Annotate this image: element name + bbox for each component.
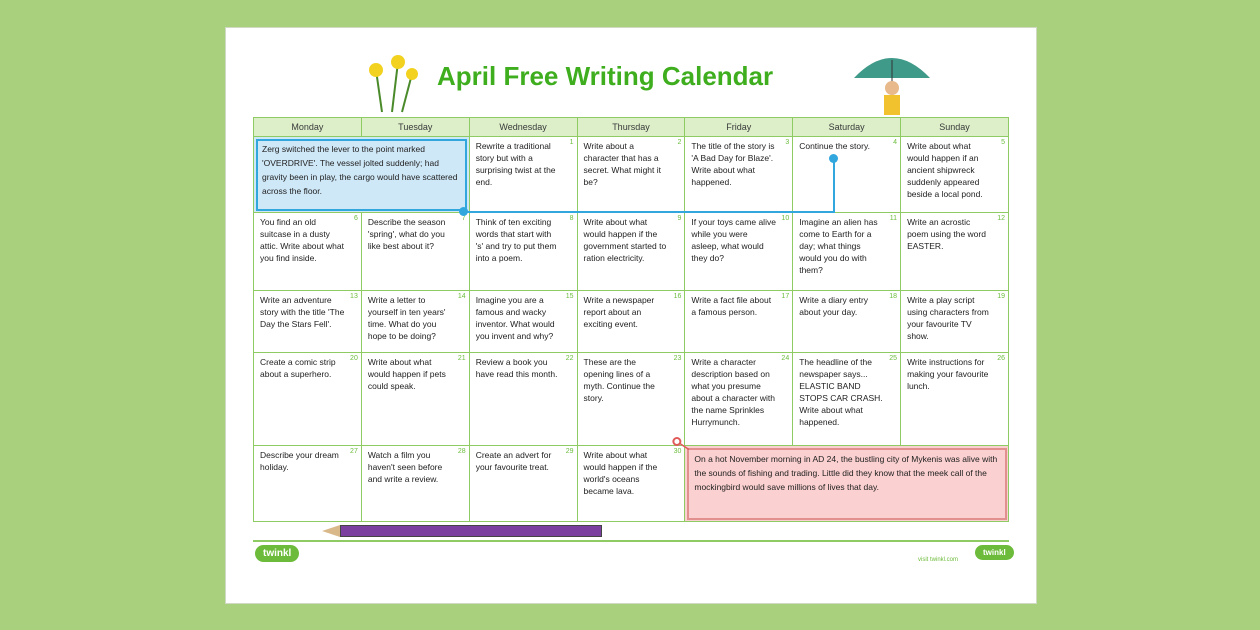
day-header: Friday (685, 118, 793, 137)
day-number: 7 (461, 215, 466, 222)
day-cell (793, 213, 901, 291)
day-cell (793, 291, 901, 353)
day-number: 12 (997, 215, 1005, 222)
day-number: 18 (889, 293, 898, 300)
writing-prompt: Write about what would happen if the government started to ration electricity. (583, 217, 667, 263)
day-cell (469, 446, 577, 522)
week-row (254, 353, 1009, 446)
connector-dot (459, 207, 468, 216)
writing-prompt: Write a fact file about a famous person. (691, 295, 772, 317)
day-cell (577, 353, 685, 446)
day-number: 2 (677, 139, 682, 146)
week-row (254, 137, 1009, 213)
writing-prompt: Write about a character that has a secret. What might it be? (583, 141, 661, 187)
day-cell (901, 137, 1009, 213)
day-number: 4 (893, 139, 898, 146)
day-number: 30 (673, 448, 682, 455)
day-number: 29 (565, 448, 574, 455)
twinkl-logo: twinkl (255, 545, 299, 562)
connector-line-blue (463, 211, 835, 213)
day-number: 22 (565, 355, 574, 362)
writing-prompt: Review a book you have read this month. (475, 357, 558, 379)
day-cell (793, 353, 901, 446)
day-number: 11 (889, 215, 898, 222)
writing-prompt: Write a play script using characters from your favourite TV show. (907, 295, 989, 341)
day-number: 16 (673, 293, 682, 300)
day-number: 1 (569, 139, 574, 146)
connector-line-blue-vertical (833, 158, 835, 212)
daffodils-illustration (362, 52, 422, 114)
week-row (254, 213, 1009, 291)
day-cell (469, 213, 577, 291)
day-number: 25 (889, 355, 898, 362)
day-number: 6 (353, 215, 358, 222)
day-cell (793, 137, 901, 213)
day-cell (469, 137, 577, 213)
writing-prompt: Create an advert for your favourite treat. (475, 450, 552, 472)
day-number: 21 (457, 355, 466, 362)
day-cell (685, 291, 793, 353)
writing-prompt: These are the opening lines of a myth. Continue the story. (583, 357, 655, 403)
day-cell (577, 137, 685, 213)
writing-prompt: Write an acrostic poem using the word EASTER. (907, 217, 986, 251)
day-header: Saturday (793, 118, 901, 137)
umbrella-illustration (852, 48, 932, 116)
writing-prompt: The title of the story is 'A Bad Day for Blaze'. Write about what happened. (691, 141, 775, 187)
writing-prompt: Describe your dream holiday. (260, 450, 339, 472)
writing-prompt: The headline of the newspaper says... ELASTIC BAND STOPS CAR CRASH. Write about what happened. (799, 357, 883, 427)
day-number: 8 (569, 215, 574, 222)
day-cell (577, 291, 685, 353)
writing-prompt: Watch a film you haven't seen before and write a review. (367, 450, 443, 484)
week-row (254, 291, 1009, 353)
writing-prompt: Think of ten exciting words that start with 's' and try to put them into a poem. (475, 217, 557, 263)
day-cell (685, 353, 793, 446)
day-header: Wednesday (469, 118, 577, 137)
day-number: 9 (677, 215, 682, 222)
writing-prompt: If your toys came alive while you were asleep, what would they do? (691, 217, 776, 263)
day-cell (469, 353, 577, 446)
story-excerpt-blue: Zerg switched the lever to the point marked 'OVERDRIVE'. The vessel jolted suddenly; had gravity been in play, the cargo would have scattered across the floor. (254, 137, 470, 213)
day-number: 24 (781, 355, 790, 362)
day-cell (901, 353, 1009, 446)
writing-prompt: Imagine you are a famous and wacky inventor. What would you invent and why? (475, 295, 555, 341)
day-header: Tuesday (361, 118, 469, 137)
week-row (254, 446, 1009, 522)
footer-divider (253, 540, 1009, 542)
pencil-illustration (340, 525, 602, 537)
writing-prompt: Write a diary entry about your day. (799, 295, 869, 317)
day-cell (685, 137, 793, 213)
day-number: 20 (350, 355, 358, 362)
writing-prompt: Write about what would happen if the world's oceans became lava. (583, 450, 658, 496)
day-cell (254, 291, 362, 353)
writing-prompt: Write a newspaper report about an exciting event. (583, 295, 655, 329)
day-number: 13 (350, 293, 358, 300)
day-number: 14 (457, 293, 466, 300)
day-number: 5 (1001, 139, 1005, 146)
day-number: 10 (781, 215, 790, 222)
day-header: Sunday (901, 118, 1009, 137)
writing-prompt: Continue the story. (799, 141, 870, 151)
day-cell (685, 213, 793, 291)
writing-prompt: Describe the season 'spring', what do you like best about it? (367, 217, 446, 251)
day-cell (361, 353, 469, 446)
story-excerpt-red: On a hot November morning in AD 24, the bustling city of Mykenis was alive with the sounds of fishing and trading. Little did they know that the meek call of the mockingbird would save millions of lives that day. (685, 446, 1009, 522)
day-cell (361, 446, 469, 522)
page-title: April Free Writing Calendar (437, 61, 774, 91)
writing-prompt: Write about what would happen if an ancient shipwreck suddenly appeared beside a local pond. (907, 141, 983, 199)
writing-prompt: Write instructions for making your favourite lunch. (907, 357, 989, 391)
day-number: 19 (997, 293, 1005, 300)
day-number: 15 (565, 293, 574, 300)
footer-url: visit twinkl.com (918, 557, 959, 563)
writing-prompt: Write about what would happen if pets could speak. (367, 357, 446, 391)
writing-prompt: Imagine an alien has come to Earth for a day; what things would you do with them? (799, 217, 878, 275)
calendar-grid (253, 117, 1009, 522)
day-header: Monday (254, 118, 362, 137)
writing-prompt: You find an old suitcase in a dusty attic. Write about what you find inside. (260, 217, 344, 263)
day-cell (254, 353, 362, 446)
day-cell (361, 213, 469, 291)
day-cell (901, 213, 1009, 291)
writing-prompt: Create a comic strip about a superhero. (260, 357, 336, 379)
day-number: 27 (350, 448, 358, 455)
writing-prompt: Write a letter to yourself in ten years' time. What do you hope to be doing? (367, 295, 446, 341)
day-cell (577, 446, 685, 522)
day-number: 26 (997, 355, 1005, 362)
writing-prompt: Rewrite a traditional story but with a surprising twist at the end. (475, 141, 556, 187)
day-header: Thursday (577, 118, 685, 137)
writing-prompt: Write an adventure story with the title 'The Day the Stars Fell'. (260, 295, 345, 329)
day-number: 28 (457, 448, 466, 455)
day-number: 23 (673, 355, 682, 362)
writing-prompt: Write a character description based on what you presume about a character with the name Sprinkles Hurrymunch. (691, 357, 776, 427)
day-cell (577, 213, 685, 291)
day-cell (254, 446, 362, 522)
day-number: 3 (785, 139, 790, 146)
day-cell (254, 213, 362, 291)
twinkl-badge: twinkl (975, 545, 1014, 560)
day-cell (469, 291, 577, 353)
day-cell (361, 291, 469, 353)
day-number: 17 (781, 293, 790, 300)
pencil-tip (322, 525, 340, 537)
day-cell (901, 291, 1009, 353)
